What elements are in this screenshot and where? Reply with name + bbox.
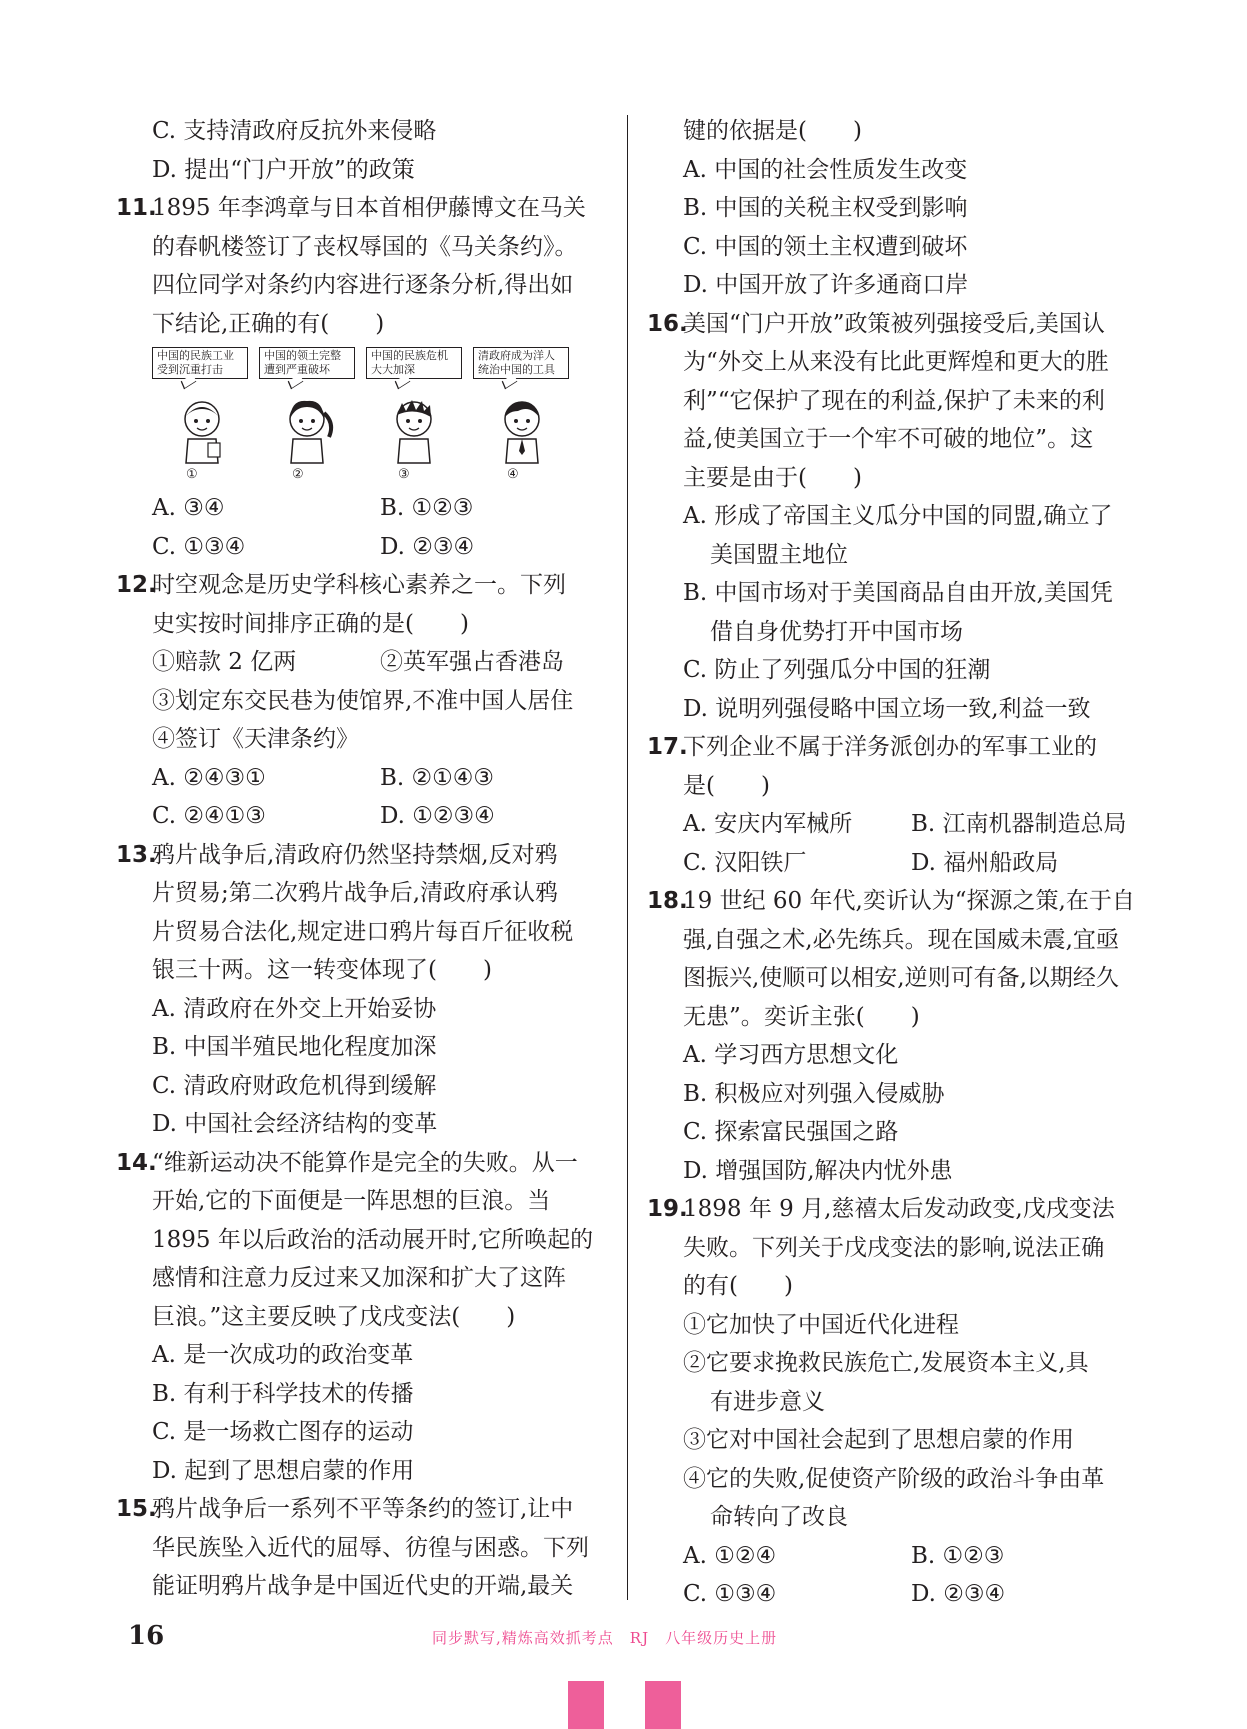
item-2: ②它要求挽救民族危亡,发展资本主义,具 — [683, 1350, 1089, 1376]
student-1-icon — [172, 397, 232, 467]
question-number: 17. — [647, 734, 688, 760]
item-4-continued: 命转向了改良 — [710, 1504, 848, 1530]
student-4-icon — [492, 397, 552, 467]
q11-stem-line: 下结论,正确的有( ) — [152, 310, 385, 337]
q14-stem-line: 感情和注意力反过来又加深和扩大了这阵 — [152, 1265, 566, 1291]
page-number: 16 — [128, 1621, 165, 1651]
column-divider — [627, 115, 628, 1600]
option-a: A. 清政府在外交上开始妥协 — [152, 995, 437, 1022]
option-b: B. 江南机器制造总局 — [911, 811, 1127, 837]
footer-tagline: 同步默写,精炼高效抓考点 RJ 八年级历史上册 — [432, 1629, 778, 1647]
option-d: D. 起到了思想启蒙的作用 — [152, 1457, 415, 1484]
q15-stem-line: 鸦片战争后一系列不平等条约的签订,让中 — [152, 1496, 574, 1522]
q11-stem-line: 1895 年李鸿章与日本首相伊藤博文在马关 — [152, 195, 586, 221]
q13-stem-line: 鸦片战争后,清政府仍然坚持禁烟,反对鸦 — [152, 841, 558, 868]
item-1: ①赔款 2 亿两 — [152, 649, 297, 675]
q18-stem-line: 强,自强之术,必先练兵。现在国威未震,宜亟 — [683, 926, 1119, 953]
q16-stem-line: 益,使美国立于一个牢不可破的地位”。这 — [683, 426, 1094, 452]
option-b: B. 积极应对列强入侵威胁 — [683, 1080, 945, 1107]
question-number: 18. — [647, 888, 688, 914]
item-2-continued: 有进步意义 — [710, 1388, 825, 1415]
item-1: ①它加快了中国近代化进程 — [683, 1311, 959, 1338]
question-15 — [116, 1490, 612, 1606]
item-3: ③它对中国社会起到了思想启蒙的作用 — [683, 1427, 1074, 1453]
option-a: A. ①②④ — [683, 1542, 777, 1569]
option-c: C. 中国的领土主权遭到破坏 — [683, 233, 968, 260]
speech-bubble: 中国的民族危机大大加深 — [366, 347, 462, 379]
q13-stem-line: 片贸易合法化,规定进口鸦片每百斤征收税 — [152, 918, 574, 945]
option-c: C. 是一场救亡图存的运动 — [152, 1419, 414, 1445]
option-a: A. ③④ — [152, 495, 225, 521]
option-b: B. ①②③ — [380, 495, 474, 521]
question-15-continued — [683, 112, 1143, 305]
q10-option-c: C. 支持清政府反抗外来侵略 — [152, 118, 437, 144]
q19-stem-line: 的有( ) — [683, 1273, 793, 1299]
question-18 — [647, 882, 1143, 1190]
q17-stem-line: 是( ) — [683, 772, 770, 799]
option-c: C. 探索富民强国之路 — [683, 1119, 899, 1145]
q17-options-row — [683, 805, 1143, 844]
q12-items-row — [152, 643, 612, 682]
option-d: D. ②③④ — [911, 1581, 1006, 1607]
pink-tab-right — [645, 1681, 681, 1729]
student-label: ④ — [507, 467, 519, 482]
option-c: C. ①③④ — [152, 533, 246, 560]
option-d: D. 说明列强侵略中国立场一致,利益一致 — [683, 695, 1091, 722]
item-2: ②英军强占香港岛 — [380, 649, 564, 675]
q14-stem-line: 开始,它的下面便是一阵思想的巨浪。当 — [152, 1188, 551, 1214]
q14-stem-line: “维新运动决不能算作是完全的失败。从一 — [152, 1149, 578, 1176]
q19-options-row — [683, 1537, 1143, 1576]
question-14 — [116, 1144, 612, 1491]
q11-stem-line: 四位同学对条约内容进行逐条分析,得出如 — [152, 272, 574, 298]
option-a: A. 学习西方思想文化 — [683, 1042, 899, 1068]
q18-stem-line: 无患”。奕䜣主张( ) — [683, 1003, 920, 1030]
q15-stem-line: 华民族坠入近代的屈辱、彷徨与困惑。下列 — [152, 1534, 589, 1561]
question-12 — [116, 566, 612, 836]
option-d: D. 中国开放了许多通商口岸 — [683, 272, 969, 298]
option-b: B. ①②③ — [911, 1542, 1005, 1569]
option-b-continued: 借自身优势打开中国市场 — [710, 618, 963, 645]
q15-stem-line: 键的依据是( ) — [683, 118, 862, 144]
q19-options-row — [683, 1575, 1143, 1614]
question-19 — [647, 1190, 1143, 1614]
question-number: 11. — [116, 195, 157, 221]
option-a: A. 是一次成功的政治变革 — [152, 1342, 414, 1368]
option-a: A. ②④③① — [152, 764, 266, 791]
q12-options-row — [152, 797, 612, 836]
option-d: D. 中国社会经济结构的变革 — [152, 1111, 438, 1137]
item-4: ④签订《天津条约》 — [152, 726, 359, 752]
q11-stem-line: 的春帆楼签订了丧权辱国的《马关条约》。 — [152, 233, 578, 260]
q11-options-row — [152, 489, 612, 528]
option-b: B. 有利于科学技术的传播 — [152, 1380, 414, 1407]
q16-stem-line: 美国“门户开放”政策被列强接受后,美国认 — [683, 310, 1105, 337]
student-label: ③ — [398, 467, 410, 482]
q17-stem-line: 下列企业不属于洋务派创办的军事工业的 — [683, 734, 1097, 760]
student-label: ① — [186, 467, 198, 482]
option-c: C. 清政府财政危机得到缓解 — [152, 1072, 437, 1099]
student-2-icon — [277, 397, 337, 467]
q13-stem-line: 片贸易;第二次鸦片战争后,清政府承认鸦 — [152, 880, 559, 906]
option-d: D. ②③④ — [380, 533, 475, 560]
option-c: C. 汉阳铁厂 — [683, 849, 807, 876]
student-label: ② — [292, 467, 304, 482]
q12-options-row — [152, 759, 612, 798]
question-11 — [116, 189, 612, 566]
item-3: ③划定东交民巷为使馆界,不准中国人居住 — [152, 687, 574, 714]
q14-stem-line: 1895 年以后政治的活动展开时,它所唤起的 — [152, 1226, 594, 1253]
q15-stem-line: 能证明鸦片战争是中国近代史的开端,最关 — [152, 1573, 574, 1599]
q12-stem-line: 时空观念是历史学科核心素养之一。下列 — [152, 572, 566, 598]
question-17 — [647, 728, 1143, 882]
q19-stem-line: 1898 年 9 月,慈禧太后发动政变,戊戌变法 — [683, 1196, 1115, 1222]
option-d: D. ①②③④ — [380, 803, 495, 829]
speech-bubble: 清政府成为洋人统治中国的工具 — [473, 347, 569, 379]
item-4: ④它的失败,促使资产阶级的政治斗争由革 — [683, 1465, 1105, 1492]
question-number: 14. — [116, 1149, 157, 1176]
q14-stem-line: 巨浪。”这主要反映了戊戌变法( ) — [152, 1303, 516, 1330]
q18-stem-line: 19 世纪 60 年代,奕䜣认为“探源之策,在于自 — [683, 888, 1135, 914]
question-number: 16. — [647, 310, 688, 337]
speech-bubble: 中国的民族工业受到沉重打击 — [152, 347, 248, 379]
q10-option-d: D. 提出“门户开放”的政策 — [152, 156, 415, 183]
question-13 — [116, 836, 612, 1144]
option-d: D. 增强国防,解决内忧外患 — [683, 1157, 953, 1184]
option-b: B. 中国的关税主权受到影响 — [683, 195, 968, 221]
option-a: A. 中国的社会性质发生改变 — [683, 156, 968, 183]
option-a: A. 形成了帝国主义瓜分中国的同盟,确立了 — [683, 503, 1113, 529]
pink-tab-left — [568, 1681, 604, 1729]
option-a-continued: 美国盟主地位 — [710, 541, 848, 568]
option-b: B. ②①④③ — [380, 764, 495, 791]
student-3-icon — [384, 397, 444, 467]
q16-stem-line: 主要是由于( ) — [683, 464, 862, 491]
option-a: A. 安庆内军械所 — [683, 811, 853, 837]
question-number: 12. — [116, 572, 157, 598]
q16-stem-line: 利”“它保护了现在的利益,保护了未来的利 — [683, 387, 1105, 414]
q12-stem-line: 史实按时间排序正确的是( ) — [152, 610, 469, 637]
option-c: C. ②④①③ — [152, 803, 266, 829]
option-d: D. 福州船政局 — [911, 849, 1059, 876]
option-b: B. 中国市场对于美国商品自由开放,美国凭 — [683, 580, 1113, 606]
q19-stem-line: 失败。下列关于戊戌变法的影响,说法正确 — [683, 1234, 1105, 1261]
q16-stem-line: 为“外交上从来没有比此更辉煌和更大的胜 — [683, 349, 1109, 375]
q11-illustration — [152, 347, 612, 487]
speech-bubble: 中国的领土完整遭到严重破坏 — [259, 347, 355, 379]
question-16 — [647, 305, 1143, 729]
question-number: 13. — [116, 841, 157, 868]
q17-options-row — [683, 844, 1143, 883]
question-number: 19. — [647, 1196, 688, 1222]
q18-stem-line: 图振兴,使顺可以相安,逆则可有备,以期经久 — [683, 965, 1119, 991]
right-column — [647, 112, 1143, 1614]
option-b: B. 中国半殖民地化程度加深 — [152, 1034, 437, 1060]
option-c: C. 防止了列强瓜分中国的狂潮 — [683, 657, 991, 683]
q13-stem-line: 银三十两。这一转变体现了( ) — [152, 957, 492, 983]
left-column — [116, 112, 612, 1606]
q11-options-row — [152, 528, 612, 567]
question-number: 15. — [116, 1496, 157, 1522]
option-c: C. ①③④ — [683, 1581, 777, 1607]
